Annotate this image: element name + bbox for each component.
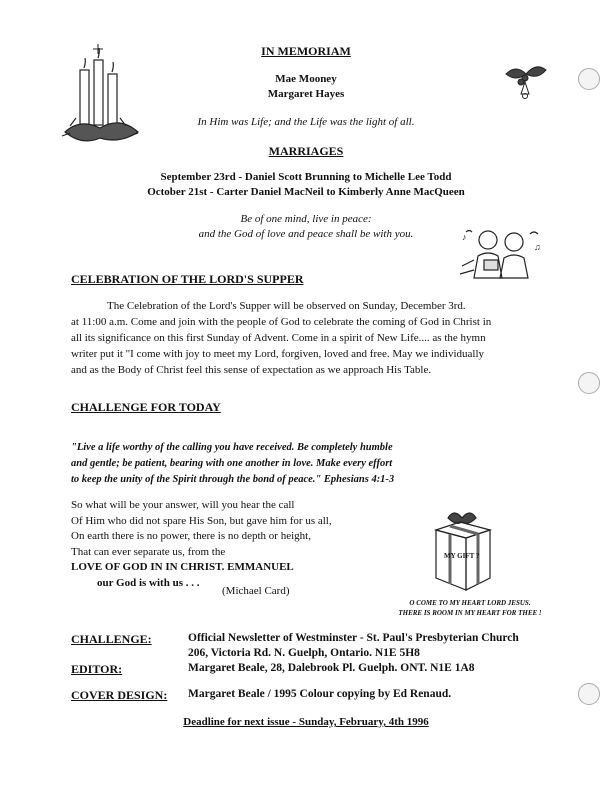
supper-line-4: writer put it "I come with joy to meet my Lord, forgiven, loved and free. May we individually (71, 348, 485, 360)
svg-text:♪: ♪ (462, 232, 467, 242)
challenge-heading: CHALLENGE FOR TODAY (71, 400, 221, 414)
poem-attribution: (Michael Card) (222, 585, 290, 597)
masthead-editor-label: EDITOR: (71, 662, 123, 676)
masthead-challenge-line-2: 206, Victoria Rd. N. Guelph, Ontario. N1E 5H8 (188, 647, 420, 659)
masthead-editor-line: Margaret Beale, 28, Dalebrook Pl. Guelph. ONT. N1E 1A8 (188, 662, 475, 674)
poem-line-5: LOVE OF GOD IN IN CHRIST. EMMANUEL (71, 561, 294, 573)
memoriam-name-1: Mae Mooney (275, 73, 337, 85)
svg-text:♫: ♫ (534, 242, 541, 252)
supper-line-3: all its significance on this first Sunday of Advent. Come in a spirit of New Life.... as the hymn (71, 332, 486, 344)
marriages-verse-line-1: Be of one mind, live in peace: (240, 213, 372, 225)
memoriam-verse: In Him was Life; and the Life was the light of all. (197, 116, 415, 128)
marriage-entry-1: September 23rd - Daniel Scott Brunning to Michelle Lee Todd (160, 171, 452, 183)
poem-line-4: That can ever separate us, from the (71, 545, 226, 558)
masthead-cover-line: Margaret Beale / 1995 Colour copying by Ed Renaud. (188, 688, 452, 700)
gift-caption-line-1: O COME TO MY HEART LORD JESUS. (409, 599, 531, 607)
memoriam-name-2: Margaret Hayes (267, 88, 345, 100)
quote-line-1: "Live a life worthy of the calling you have received. Be completely humble (71, 442, 393, 453)
quote-line-3: to keep the unity of the Spirit through the bond of peace." Ephesians 4:1-3 (71, 474, 395, 485)
punch-hole-middle (578, 372, 600, 394)
gift-caption-line-2: THERE IS ROOM IN MY HEART FOR THEE ! (398, 609, 542, 617)
supper-line-5: and as the Body of Christ feel this sense of expectation as we approach His Table. (71, 364, 432, 376)
marriages-heading: MARRIAGES (268, 144, 344, 158)
challenge-poem (71, 498, 411, 591)
masthead-cover-label: COVER DESIGN: (71, 688, 168, 702)
poem-line-1: So what will be your answer, will you hear the call (71, 499, 295, 511)
masthead-challenge-label: CHALLENGE: (71, 632, 152, 646)
supper-heading: CELEBRATION OF THE LORD'S SUPPER (71, 272, 304, 286)
challenge-quote (71, 440, 471, 488)
poem-line-3: On earth there is no power, there is no depth or height, (71, 530, 311, 542)
supper-line-1: The Celebration of the Lord's Supper will be observed on Sunday, December 3rd. (107, 300, 466, 312)
gift-caption (380, 598, 560, 618)
memoriam-heading: IN MEMORIAM (261, 44, 351, 58)
marriage-entry-2: October 21st - Carter Daniel MacNeil to Kimberly Anne MacQueen (147, 186, 465, 198)
quote-line-2: and gentle; be patient, bearing with one another in love. Make every effort (71, 458, 393, 469)
marriages-verse-line-2: and the God of love and peace shall be with you. (198, 228, 414, 240)
supper-paragraph (71, 298, 551, 378)
poem-line-2: Of Him who did not spare His Son, but gave him for us all, (71, 514, 332, 527)
deadline-notice: Deadline for next issue - Sunday, February, 4th 1996 (183, 716, 429, 728)
poem-line-6: our God is with us . . . (97, 576, 200, 589)
punch-hole-bottom (578, 683, 600, 705)
gift-label: MY GIFT ? (444, 552, 480, 560)
supper-line-2: at 11:00 a.m. Come and join with the people of God to celebrate the coming of God in Christ in (71, 316, 492, 328)
masthead-challenge-line-1: Official Newsletter of Westminster - St. Paul's Presbyterian Church (188, 632, 519, 644)
gift-box-icon (430, 504, 496, 596)
